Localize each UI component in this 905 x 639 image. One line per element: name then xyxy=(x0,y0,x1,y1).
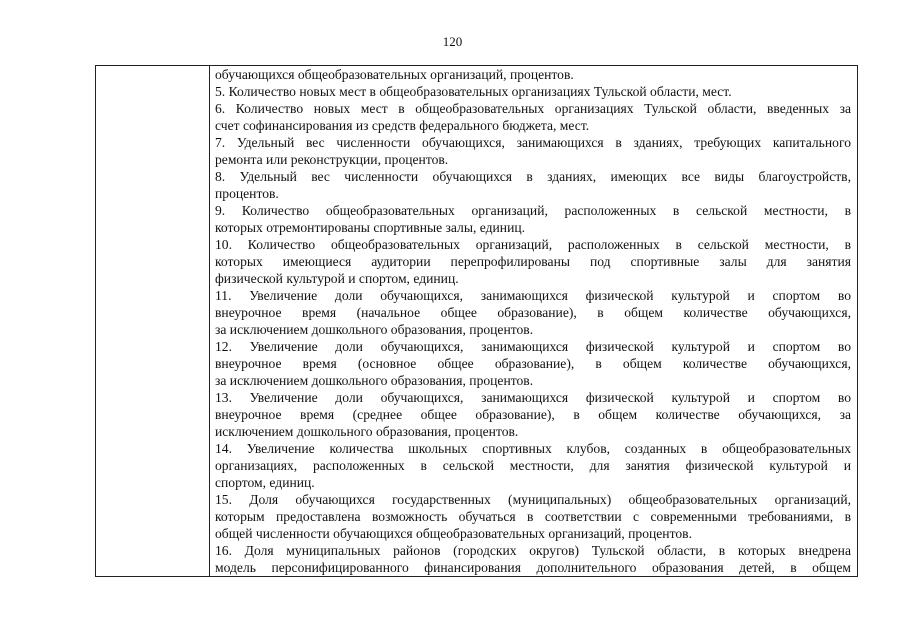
text-line: 12. Увеличение доли обучающихся, занимающихся физической культурой и спортом во xyxy=(215,339,851,354)
text-line: 10. Количество общеобразовательных организаций, расположенных в сельской местности, в xyxy=(215,237,851,252)
text-line: 7. Удельный вес численности обучающихся, занимающихся в зданиях, требующих капитального xyxy=(215,135,851,150)
text-line: которых имеющиеся аудитории перепрофилированы под спортивные залы для занятия xyxy=(215,254,851,269)
text-line: внеурочное время (среднее общее образование), в общем количестве обучающихся, за xyxy=(215,407,851,422)
text-line: 9. Количество общеобразовательных организаций, расположенных в сельской местности, в xyxy=(215,203,851,218)
text-line: физической культурой и спортом, единиц. xyxy=(215,271,459,286)
text-line: 14. Увеличение количества школьных спортивных клубов, созданных в общеобразовательных xyxy=(215,441,851,456)
text-line: обучающихся общеобразовательных организаций, процентов. xyxy=(215,67,574,82)
text-line: счет софинансирования из средств федерального бюджета, мест. xyxy=(215,118,590,133)
text-line: ремонта или реконструкции, процентов. xyxy=(215,152,449,167)
text-line: 11. Увеличение доли обучающихся, занимающихся физической культурой и спортом во xyxy=(215,288,851,303)
text-line: общей численности обучающихся общеобразовательных организаций, процентов. xyxy=(215,526,692,541)
text-line: 13. Увеличение доли обучающихся, занимающихся физической культурой и спортом во xyxy=(215,390,851,405)
indicators-cell xyxy=(210,66,857,576)
text-line: которых отремонтированы спортивные залы, единиц. xyxy=(215,220,526,235)
text-line: 16. Доля муниципальных районов (городских округов) Тульской области, в которых внедрена xyxy=(215,543,851,558)
text-line: исключением дошкольного образования, процентов. xyxy=(215,424,519,439)
text-line: внеурочное время (начальное общее образование), в общем количестве обучающихся, xyxy=(215,305,851,320)
text-line: 15. Доля обучающихся государственных (муниципальных) общеобразовательных организаций, xyxy=(215,492,851,507)
text-line: за исключением дошкольного образования, процентов. xyxy=(215,322,534,337)
table-left-column xyxy=(96,66,210,576)
text-line: внеурочное время (основное общее образование), в общем количестве обучающихся, xyxy=(215,356,851,371)
text-line: которым предоставлена возможность обучаться в соответствии с современными требованиями, в xyxy=(215,509,851,524)
text-line: за исключением дошкольного образования, процентов. xyxy=(215,373,534,388)
text-line: 6. Количество новых мест в общеобразовательных организациях Тульской области, введенных за xyxy=(215,101,851,116)
text-line: организациях, расположенных в сельской местности, для занятия физической культурой и xyxy=(215,458,851,473)
text-line: 5. Количество новых мест в общеобразовательных организациях Тульской области, мест. xyxy=(215,84,732,99)
text-line: модель персонифицированного финансирования дополнительного образования детей, в общем xyxy=(215,560,851,575)
indicators-table xyxy=(95,65,858,577)
text-line: спортом, единиц. xyxy=(215,475,315,490)
page-number: 120 xyxy=(442,34,463,49)
text-line: 8. Удельный вес численности обучающихся в зданиях, имеющих все виды благоустройств, xyxy=(215,169,851,184)
text-line: процентов. xyxy=(215,186,279,201)
